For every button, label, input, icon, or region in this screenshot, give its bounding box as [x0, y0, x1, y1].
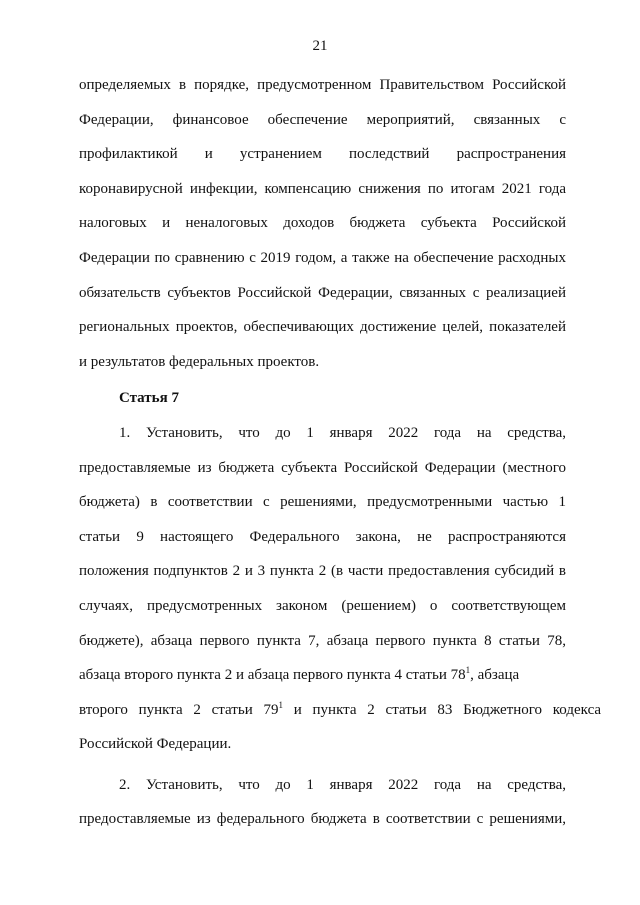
text-line: определяемых в порядке, предусмотренном Правительством Российской — [79, 77, 566, 93]
text-line: предоставляемые из федерального бюджета в соответствии с решениями, — [79, 811, 566, 828]
text-line: предоставляемые из бюджета субъекта Российской Федерации (местного — [79, 459, 566, 476]
page-number: 21 — [312, 38, 328, 54]
text-line: профилактикой и устранением последствий распространения — [79, 146, 566, 163]
superscript: 1 — [465, 665, 471, 676]
text-line: Федерации по сравнению с 2019 годом, а также на обеспечение расходных — [79, 249, 566, 266]
text-line: коронавирусной инфекции, компенсацию снижения по итогам 2021 года — [79, 180, 566, 197]
text-line: обязательств субъектов Российской Федерации, связанных с реализацией — [79, 284, 566, 301]
text-line: случаях, предусмотренных законом (решением) о соответствующем — [79, 597, 566, 614]
text-line: 2. Установить, что до 1 января 2022 года на средства, — [119, 776, 566, 793]
text-line-with-superscript — [79, 693, 602, 728]
text-segment: абзаца второго пункта 2 и абзаца первого пункта 4 статьи $78^1$, абзаца — [79, 665, 520, 684]
text-line: бюджета) в соответствии с решениями, предусмотренными частью 1 — [79, 494, 566, 511]
text-line: Федерации, финансовое обеспечение мероприятий, связанных с — [79, 111, 566, 128]
text-line: Российской Федерации. — [79, 736, 232, 753]
text-segment: и пункта 2 статьи 83 Бюджетного кодекса — [282, 701, 602, 718]
text-line-with-superscript — [79, 658, 566, 693]
text-line: региональных проектов, обеспечивающих достижение целей, показателей — [79, 319, 566, 336]
document-body — [79, 68, 602, 837]
superscript: 1 — [278, 699, 283, 710]
text-line: положения подпунктов 2 и 3 пункта 2 (в части предоставления субсидий в — [79, 563, 566, 580]
text-line: 1. Установить, что до 1 января 2022 года на средства, — [119, 424, 566, 441]
text-line: и результатов федеральных проектов. — [79, 353, 320, 370]
article-heading: Статья 7 — [119, 390, 179, 407]
text-segment: второго пункта 2 статьи 79 — [79, 701, 279, 718]
text-line: бюджете), абзаца первого пункта 7, абзаца первого пункта 8 статьи 78, — [79, 632, 566, 649]
text-line: статьи 9 настоящего Федерального закона, не распространяются — [79, 528, 566, 545]
text-line: налоговых и неналоговых доходов бюджета субъекта Российской — [79, 215, 566, 232]
